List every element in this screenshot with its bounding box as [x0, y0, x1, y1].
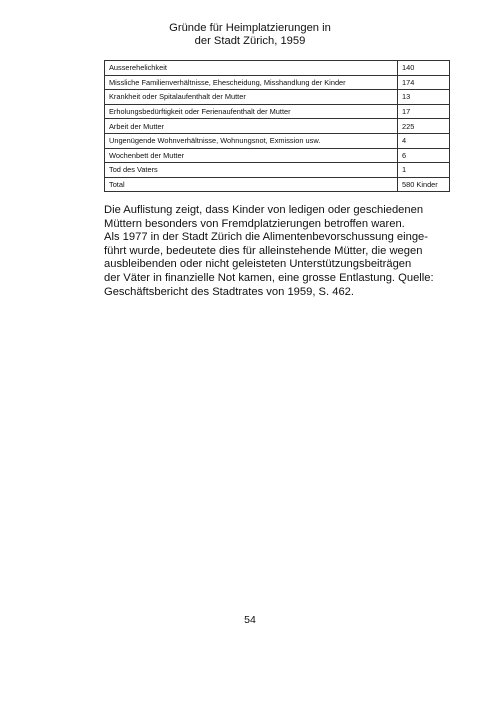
- placement-reasons-table: [104, 60, 450, 192]
- row-value: 225: [398, 119, 450, 134]
- row-value: 17: [398, 104, 450, 119]
- table-row: [105, 133, 450, 148]
- paragraph-line: der Väter in finanzielle Not kamen, eine grosse Entlastung. Quelle:: [104, 271, 434, 284]
- table-title: [0, 22, 500, 48]
- table-title-line-1: Gründe für Heimplatzierungen in: [169, 22, 331, 34]
- table-total-row: [105, 177, 450, 192]
- row-label: Ausserehelichkeit: [105, 61, 398, 76]
- total-value: 580 Kinder: [398, 177, 450, 192]
- table-row: [105, 148, 450, 163]
- row-label: Arbeit der Mutter: [105, 119, 398, 134]
- row-label: Missliche Familienverhältnisse, Ehescheidung, Misshandlung der Kinder: [105, 75, 398, 90]
- total-label: Total: [105, 177, 398, 192]
- row-value: 1: [398, 163, 450, 178]
- table-row: [105, 163, 450, 178]
- row-label: Tod des Vaters: [105, 163, 398, 178]
- paragraph-line: Geschäftsbericht des Stadtrates von 1959, S. 462.: [104, 285, 355, 298]
- row-label: Erholungsbedürftigkeit oder Ferienaufenthalt der Mutter: [105, 104, 398, 119]
- table-row: [105, 119, 450, 134]
- body-paragraph: [104, 204, 454, 299]
- paragraph-line: Die Auflistung zeigt, dass Kinder von ledigen oder geschiedenen: [104, 204, 424, 216]
- row-value: 13: [398, 90, 450, 105]
- paragraph-line: ausbleibenden oder nicht geleisteten Unterstützungsbeiträgen: [104, 258, 412, 271]
- table-title-line-2: der Stadt Zürich, 1959: [194, 35, 306, 47]
- row-value: 6: [398, 148, 450, 163]
- table-row: [105, 90, 450, 105]
- paragraph-line: Als 1977 in der Stadt Zürich die Alimentenbevorschussung einge-: [104, 231, 429, 244]
- row-label: Ungenügende Wohnverhältnisse, Wohnungsnot, Exmission usw.: [105, 133, 398, 148]
- row-label: Wochenbett der Mutter: [105, 148, 398, 163]
- paragraph-line: führt wurde, bedeutete dies für alleinstehende Mütter, die wegen: [104, 244, 423, 257]
- table-row: [105, 104, 450, 119]
- paragraph-line: Müttern besonders von Fremdplatzierungen betroffen waren.: [104, 217, 405, 230]
- table-row: [105, 75, 450, 90]
- row-value: 140: [398, 61, 450, 76]
- table-row: [105, 61, 450, 76]
- row-value: 174: [398, 75, 450, 90]
- page-number: 54: [244, 614, 256, 626]
- row-value: 4: [398, 133, 450, 148]
- row-label: Krankheit oder Spitalaufenthalt der Mutter: [105, 90, 398, 105]
